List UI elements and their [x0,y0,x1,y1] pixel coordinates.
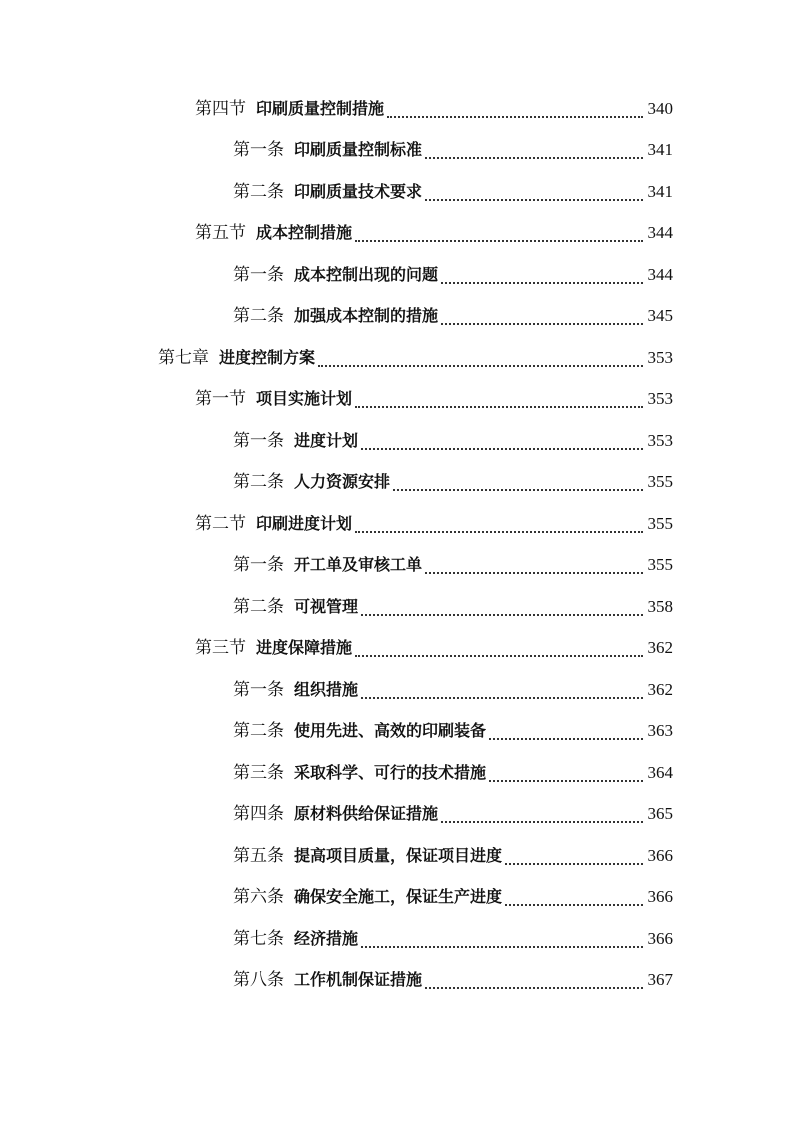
toc-dot-leader [355,405,643,408]
toc-entry-label [233,597,358,617]
toc-entry-page-number: 366 [647,845,673,865]
toc-entry-label [233,555,422,575]
toc-entry-number: 第四条 [233,804,284,825]
toc-entry-page-number: 355 [647,555,673,575]
toc-entry-page-number: 344 [647,223,673,243]
toc-dot-leader [441,322,643,325]
toc-entry-article[interactable] [0,877,793,919]
toc-entry-label [195,223,352,243]
toc-entry-number: 第四节 [195,98,246,119]
table-of-contents [0,88,793,1001]
toc-entry-article[interactable] [0,296,793,338]
toc-entry-title: 经济措施 [294,928,359,948]
toc-entry-article[interactable] [0,835,793,877]
toc-dot-leader [489,737,643,740]
toc-entry-number: 第三条 [233,762,284,783]
toc-entry-number: 第八条 [233,970,284,991]
toc-entry-title: 进度计划 [294,430,359,450]
toc-entry-page-number: 355 [647,472,673,492]
toc-entry-number: 第一节 [195,389,246,410]
toc-entry-number: 第一条 [233,555,284,576]
toc-entry-label [233,306,438,326]
toc-dot-leader [393,488,643,491]
toc-entry-label [233,265,438,285]
toc-entry-label [195,99,384,119]
toc-entry-page-number: 345 [647,306,673,326]
toc-entry-number: 第三节 [195,638,246,659]
toc-dot-leader [355,530,643,533]
toc-entry-label [233,763,486,783]
toc-entry-label [195,638,352,658]
toc-entry-article[interactable] [0,711,793,753]
toc-entry-page-number: 367 [647,970,673,990]
toc-entry-number: 第二节 [195,513,246,534]
toc-entry-title: 印刷质量技术要求 [294,181,423,201]
toc-dot-leader [425,198,643,201]
toc-entry-chapter[interactable] [0,337,793,379]
toc-entry-number: 第一条 [233,140,284,161]
toc-entry-title: 组织措施 [294,679,359,699]
toc-entry-number: 第二条 [233,306,284,327]
toc-entry-number: 第七章 [158,347,209,368]
toc-entry-page-number: 358 [647,596,673,616]
toc-entry-article[interactable] [0,462,793,504]
toc-entry-number: 第二条 [233,472,284,493]
toc-entry-label [195,389,352,409]
toc-entry-title: 成本控制措施 [256,223,353,243]
toc-entry-number: 第五条 [233,845,284,866]
toc-entry-page-number: 341 [647,140,673,160]
toc-entry-number: 第二条 [233,181,284,202]
toc-entry-number: 第二条 [233,596,284,617]
toc-entry-article[interactable] [0,254,793,296]
toc-entry-label [233,846,502,866]
toc-entry-article[interactable] [0,669,793,711]
toc-dot-leader [361,696,643,699]
toc-entry-title: 进度控制方案 [219,347,316,367]
toc-entry-article[interactable] [0,420,793,462]
toc-entry-title: 印刷质量控制措施 [256,98,385,118]
toc-entry-label [233,182,422,202]
toc-dot-leader [505,903,643,906]
toc-entry-article[interactable] [0,960,793,1002]
toc-entry-article[interactable] [0,130,793,172]
toc-entry-number: 第七条 [233,928,284,949]
toc-entry-title: 使用先进、高效的印刷装备 [294,721,487,741]
toc-dot-leader [425,156,643,159]
toc-entry-article[interactable] [0,918,793,960]
toc-entry-page-number: 353 [647,389,673,409]
toc-entry-title: 项目实施计划 [256,389,353,409]
toc-dot-leader [425,571,643,574]
toc-dot-leader [441,820,643,823]
toc-entry-page-number: 366 [647,928,673,948]
toc-entry-title: 人力资源安排 [294,472,391,492]
toc-dot-leader [361,447,643,450]
toc-dot-leader [489,779,643,782]
toc-dot-leader [505,862,643,865]
toc-entry-title: 确保安全施工，保证生产进度 [294,887,503,907]
toc-entry-page-number: 362 [647,638,673,658]
toc-dot-leader [361,613,643,616]
toc-entry-number: 第一条 [233,430,284,451]
toc-dot-leader [387,115,643,118]
toc-dot-leader [318,364,643,367]
toc-entry-article[interactable] [0,752,793,794]
toc-dot-leader [355,654,643,657]
toc-entry-page-number: 365 [647,804,673,824]
toc-entry-page-number: 341 [647,181,673,201]
toc-entry-label [233,929,358,949]
toc-entry-label [233,680,358,700]
toc-entry-page-number: 363 [647,721,673,741]
toc-entry-article[interactable] [0,171,793,213]
toc-entry-title: 采取科学、可行的技术措施 [294,762,487,782]
toc-entry-article[interactable] [0,545,793,587]
toc-entry-page-number: 344 [647,264,673,284]
toc-entry-title: 加强成本控制的措施 [294,306,439,326]
toc-dot-leader [441,281,643,284]
toc-entry-title: 工作机制保证措施 [294,970,423,990]
toc-entry-section[interactable] [0,503,793,545]
toc-entry-number: 第二条 [233,721,284,742]
toc-entry-article[interactable] [0,794,793,836]
toc-entry-label [233,804,438,824]
toc-entry-page-number: 362 [647,679,673,699]
toc-entry-number: 第六条 [233,887,284,908]
toc-entry-label [233,970,422,990]
toc-entry-label [233,140,422,160]
toc-entry-label [158,348,315,368]
toc-entry-section[interactable] [0,628,793,670]
toc-entry-page-number: 355 [647,513,673,533]
toc-entry-section[interactable] [0,213,793,255]
toc-entry-title: 印刷进度计划 [256,513,353,533]
toc-entry-section[interactable] [0,88,793,130]
toc-entry-title: 开工单及审核工单 [294,555,423,575]
toc-entry-label [195,514,352,534]
toc-entry-title: 可视管理 [294,596,359,616]
toc-entry-number: 第一条 [233,679,284,700]
toc-entry-title: 成本控制出现的问题 [294,264,439,284]
toc-dot-leader [361,945,643,948]
toc-entry-label [233,887,502,907]
toc-entry-label [233,472,390,492]
toc-entry-article[interactable] [0,586,793,628]
toc-entry-title: 进度保障措施 [256,638,353,658]
toc-entry-number: 第一条 [233,264,284,285]
toc-entry-page-number: 366 [647,887,673,907]
toc-entry-label [233,431,358,451]
toc-entry-title: 原材料供给保证措施 [294,804,439,824]
toc-entry-title: 提高项目质量，保证项目进度 [294,845,503,865]
toc-entry-page-number: 353 [647,430,673,450]
toc-entry-page-number: 340 [647,98,673,118]
toc-entry-page-number: 364 [647,762,673,782]
toc-entry-number: 第五节 [195,223,246,244]
toc-dot-leader [355,239,643,242]
toc-entry-section[interactable] [0,379,793,421]
toc-entry-label [233,721,486,741]
toc-entry-page-number: 353 [647,347,673,367]
toc-entry-title: 印刷质量控制标准 [294,140,423,160]
toc-dot-leader [425,986,643,989]
